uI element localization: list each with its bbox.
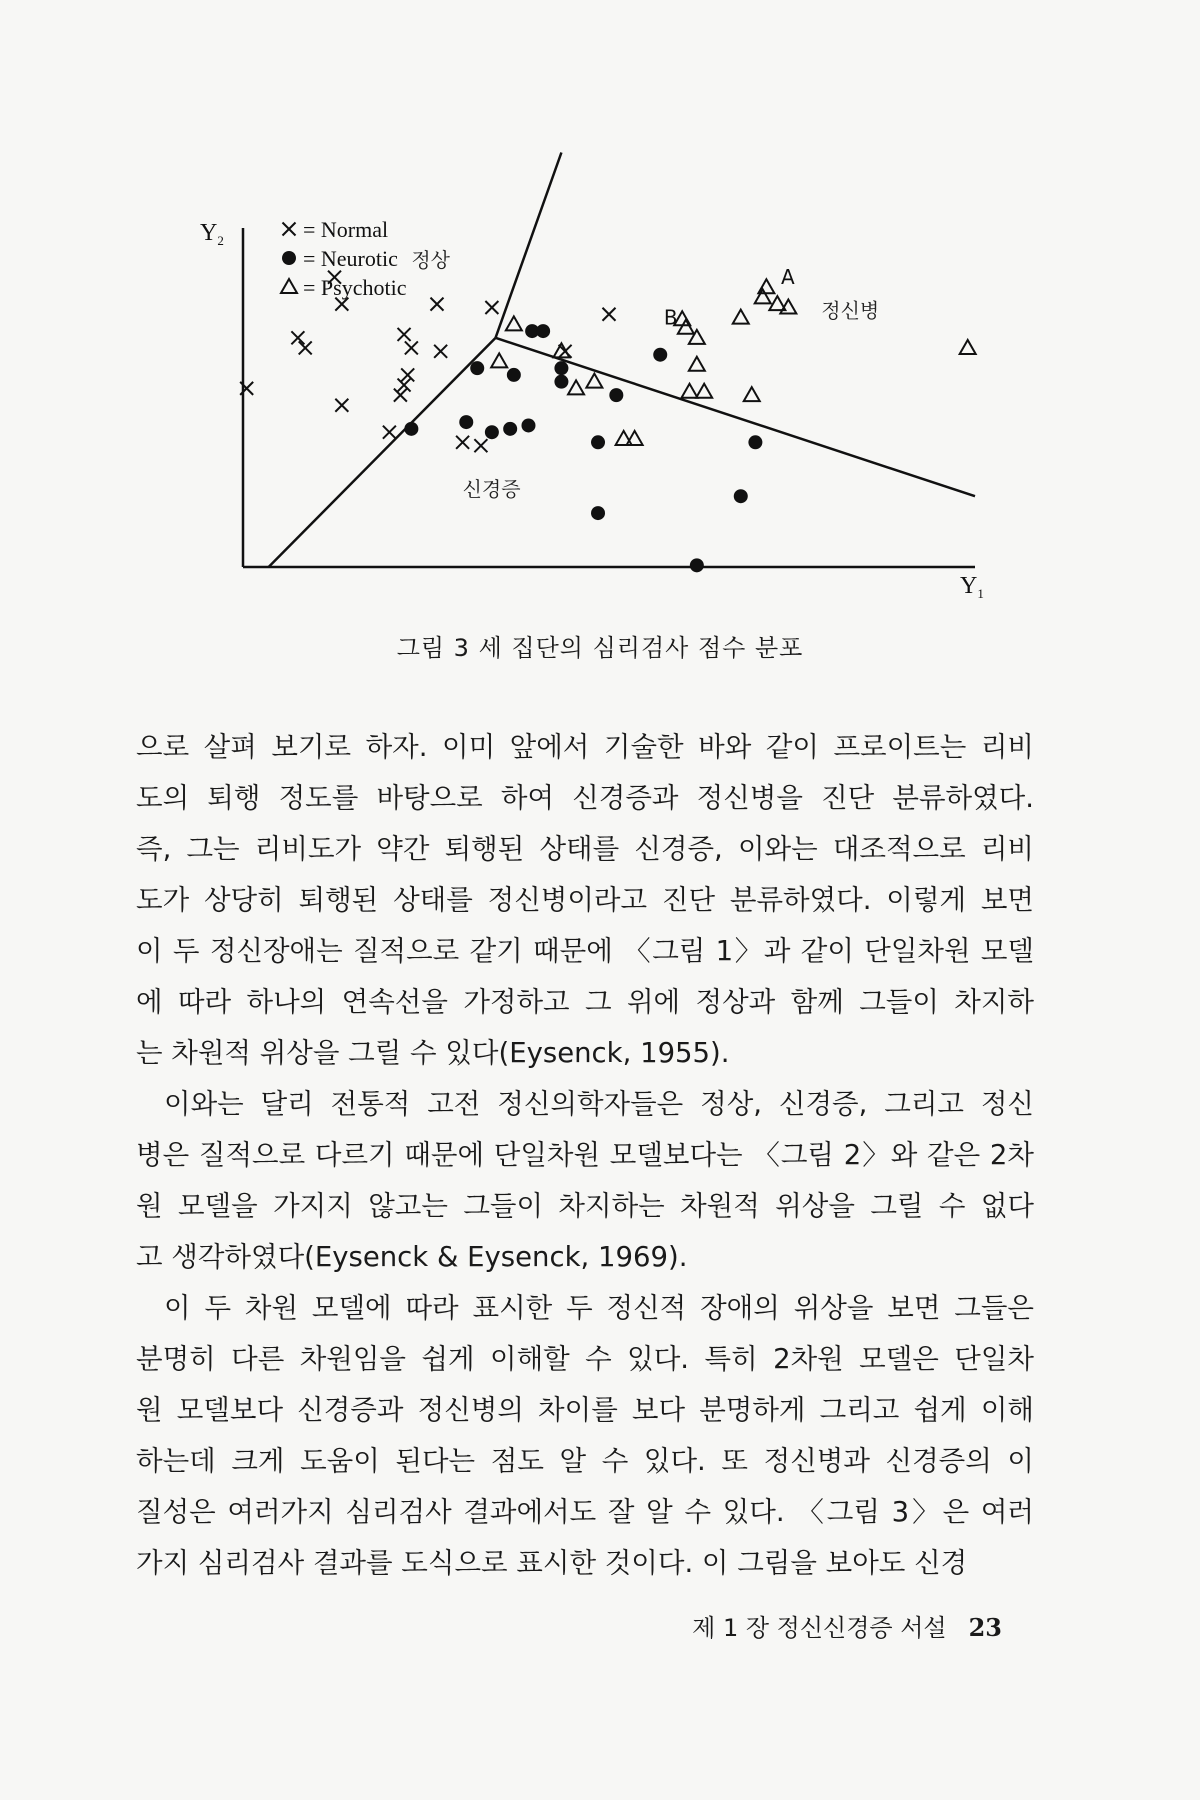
normal-point [299,341,312,354]
text-line: 이 두 차원 모델에 따라 표시한 두 정신적 장애의 위상을 보면 그들은 [164,1292,1034,1324]
region-label-normal: 정상 [411,248,451,273]
boundary-lower-left [269,338,496,567]
series-normal [240,271,615,453]
legend-item-psychotic [281,275,407,300]
region-labels [411,248,879,501]
text-line: 원 모델보다 신경증과 정신병의 차이를 보다 분명하게 그리고 쉽게 이해 [136,1394,1034,1426]
page-number: 23 [968,1613,1002,1642]
normal-point [394,389,407,402]
psychotic-point [689,357,705,371]
normal-point [434,345,447,358]
text-line: 병은 질적으로 다르기 때문에 단일차원 모델보다는 〈그림 2〉와 같은 2차 [136,1139,1034,1171]
psychotic-point [755,289,771,303]
normal-point [456,436,469,449]
psychotic-point [678,320,694,334]
normal-point [335,399,348,412]
normal-point [291,331,304,344]
region-label-neurotic: 신경증 [462,477,521,502]
legend-item-neurotic [282,246,398,271]
figure-caption: 그림 3 세 집단의 심리검사 점수 분포 [396,634,804,662]
neurotic-point [653,348,667,362]
neurotic-point [591,435,605,449]
neurotic-point [690,558,704,572]
text-line: 는 차원적 위상을 그릴 수 있다(Eysenck, 1955). [136,1037,730,1069]
legend-marker-triangle [281,279,297,293]
neurotic-point [591,506,605,520]
normal-point [383,426,396,439]
neurotic-point [459,415,473,429]
legend-label: = Normal [303,217,389,242]
psychotic-point [616,431,632,445]
neurotic-point [609,388,623,402]
text-line: 이 두 정신장애는 질적으로 같기 때문에 〈그림 1〉과 같이 단일차원 모델 [136,935,1034,967]
legend-item-normal [283,217,389,242]
normal-point [474,439,487,452]
text-line: 원 모델을 가지지 않고는 그들이 차지하는 차원적 위상을 그릴 수 없다 [136,1190,1034,1222]
boundary-upper [496,152,562,337]
normal-point [603,308,616,321]
legend-marker-x [283,223,296,236]
neurotic-point [521,418,535,432]
legend-label: = Psychotic [303,275,407,300]
legend-marker-dot [282,251,296,265]
text-line: 가지 심리검사 결과를 도식으로 표시한 것이다. 이 그림을 보아도 신경 [136,1547,968,1579]
text-line: 하는데 크게 도움이 된다는 점도 알 수 있다. 또 정신병과 신경증의 이 [136,1445,1034,1477]
point-label-B: B [663,305,678,330]
psychotic-point [696,384,712,398]
paragraph [136,1283,1034,1589]
neurotic-point [485,425,499,439]
psychotic-point [627,431,643,445]
point-label-A: A [781,264,795,289]
boundary-right [496,338,975,496]
normal-point [398,379,411,392]
neurotic-point [554,375,568,389]
body-text [136,722,1034,1589]
region-label-psychotic: 정신병 [821,298,880,323]
y-axis-label: $Y_2$ [200,220,224,248]
neurotic-point [507,368,521,382]
boundary-lines [269,152,975,567]
psychotic-point [960,340,976,354]
neurotic-point [470,361,484,375]
neurotic-point [503,422,517,436]
legend-label: = Neurotic [303,246,398,271]
normal-point [398,328,411,341]
neurotic-point [404,422,418,436]
neurotic-point [554,361,568,375]
text-line: 에 따라 하나의 연속선을 가정하고 그 위에 정상과 함께 그들이 차지하 [136,986,1034,1018]
text-line: 도의 퇴행 정도를 바탕으로 하여 신경증과 정신병을 진단 분류하였다. [136,782,1034,814]
paragraph [136,722,1034,1079]
psychotic-point [506,316,522,330]
normal-point [401,368,414,381]
text-line: 도가 상당히 퇴행된 상태를 정신병이라고 진단 분류하였다. 이렇게 보면 [136,884,1034,916]
text-line: 고 생각하였다(Eysenck & Eysenck, 1969). [136,1241,688,1273]
normal-point [430,298,443,311]
psychotic-point [689,330,705,344]
figure-3-scatter [0,0,1200,620]
legend [281,217,407,300]
text-line: 분명히 다른 차원임을 쉽게 이해할 수 있다. 특히 2차원 모델은 단일차 [136,1343,1034,1375]
neurotic-point [748,435,762,449]
neurotic-point [536,324,550,338]
normal-point [405,341,418,354]
text-line: 즉, 그는 리비도가 약간 퇴행된 상태를 신경증, 이와는 대조적으로 리비 [136,833,1034,865]
text-line: 이와는 달리 전통적 고전 정신의학자들은 정상, 신경증, 그리고 정신 [164,1088,1034,1120]
text-line: 으로 살펴 보기로 하자. 이미 앞에서 기술한 바와 같이 프로이트는 리비 [136,731,1034,763]
text-line: 질성은 여러가지 심리검사 결과에서도 잘 알 수 있다. 〈그림 3〉은 여러 [136,1496,1034,1528]
page-footer [0,1608,1002,1643]
chapter-title: 제 1 장 정신신경증 서설 [692,1614,947,1642]
psychotic-point [682,384,698,398]
paragraph [136,1079,1034,1283]
x-axis-label: $Y_1$ [960,573,984,601]
neurotic-point [734,489,748,503]
psychotic-point [568,380,584,394]
psychotic-point [586,374,602,388]
normal-point [485,301,498,314]
psychotic-point [744,387,760,401]
psychotic-point [491,353,507,367]
psychotic-point [733,310,749,324]
